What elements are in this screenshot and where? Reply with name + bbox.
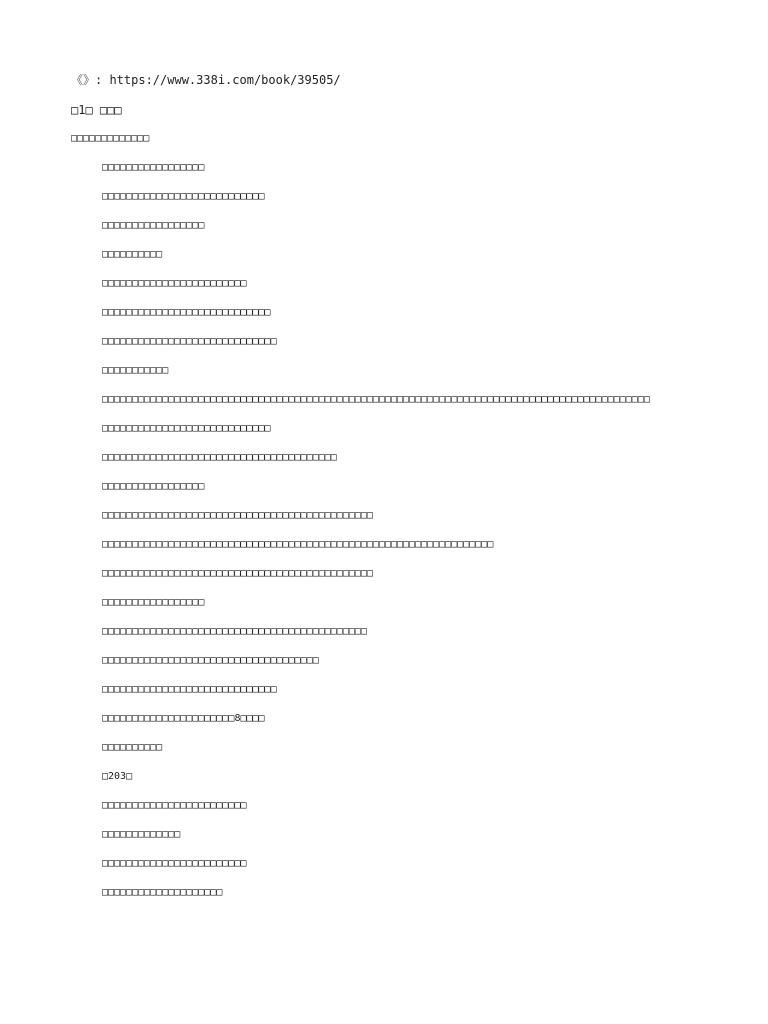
paragraph: □□□□□□□□□□□□□ bbox=[102, 829, 181, 840]
paragraph: □□□□□□□□□□□□□□□□□□□□□□□□□□□□□□□□□□□□□□□□□□□□□ bbox=[102, 568, 373, 579]
paragraph: □□□□□□□□□□□□□□□□□□□□□□8□□□□ bbox=[102, 713, 265, 724]
paragraph: □□□□□□□□□□□□□□□□□□□□□□□□□□□□□□□□□□□□□□□□□□□□ bbox=[102, 626, 367, 637]
paragraph: □□□□□□□□□□□□□□□□□□□□ bbox=[102, 887, 223, 898]
document-body bbox=[71, 72, 701, 915]
paragraph: □□□□□□□□□□□□□□□□□□□□□□□□□□□□□□□□□□□□□□□□□□□□□□□□□□□□□□□□□□□□□□□□□ bbox=[102, 539, 494, 550]
source-url-line: 《》: https://www.338i.com/book/39505/ bbox=[71, 73, 341, 87]
paragraph: □□□□□□□□□□□□□□□□□□□□□□□□ bbox=[102, 800, 247, 811]
paragraph: □□□□□□□□□□ bbox=[102, 742, 163, 753]
paragraph: □□□□□□□□□□□□□□□□□ bbox=[102, 597, 205, 608]
paragraph: □□□□□□□□□□□□□□□□□□□□□□□□ bbox=[102, 858, 247, 869]
paragraph: □□□□□□□□□□□□□□□□□□□□□□□□□□□□□□□□□□□□□□□□□□□□□ bbox=[102, 510, 373, 521]
paragraph: □□□□□□□□□□□ bbox=[102, 365, 169, 376]
paragraph: □□□□□□□□□□□□□□□□□□□□□□□□□□□□ bbox=[102, 307, 271, 318]
intro-line: □□□□□□□□□□□□□ bbox=[71, 133, 150, 144]
chapter-heading: □1□ □□□ bbox=[71, 103, 122, 117]
paragraph: □□□□□□□□□□□□□□□□□□□□□□□□□□□ bbox=[102, 191, 265, 202]
paragraph: □□□□□□□□□□□□□□□□□□□□□□□□□□□□□ bbox=[102, 684, 277, 695]
paragraph: □□□□□□□□□□□□□□□□□ bbox=[102, 481, 205, 492]
paragraph: □□□□□□□□□□□□□□□□□□□□□□□□□□□□□□□□□□□□ bbox=[102, 655, 319, 666]
paragraph: □□□□□□□□□□□□□□□□□□□□□□□□ bbox=[102, 278, 247, 289]
paragraph: □□□□□□□□□□□□□□□□□□□□□□□□□□□□ bbox=[102, 423, 271, 434]
paragraph: □□□□□□□□□□□□□□□□□ bbox=[102, 162, 205, 173]
paragraph: □□□□□□□□□□□□□□□□□□□□□□□□□□□□□□□□□□□□□□□ bbox=[102, 452, 337, 463]
paragraph: □□□□□□□□□□□□□□□□□□□□□□□□□□□□□ bbox=[102, 336, 277, 347]
paragraph: □203□ bbox=[102, 771, 133, 782]
paragraph: □□□□□□□□□□□□□□□□□ bbox=[102, 220, 205, 231]
paragraph: □□□□□□□□□□ bbox=[102, 249, 163, 260]
paragraph: □□□□□□□□□□□□□□□□□□□□□□□□□□□□□□□□□□□□□□□□□□□□□□□□□□□□□□□□□□□□□□□□□□□□□□□□□□□□□□□□□□□□□□□□□□□ bbox=[102, 394, 650, 405]
